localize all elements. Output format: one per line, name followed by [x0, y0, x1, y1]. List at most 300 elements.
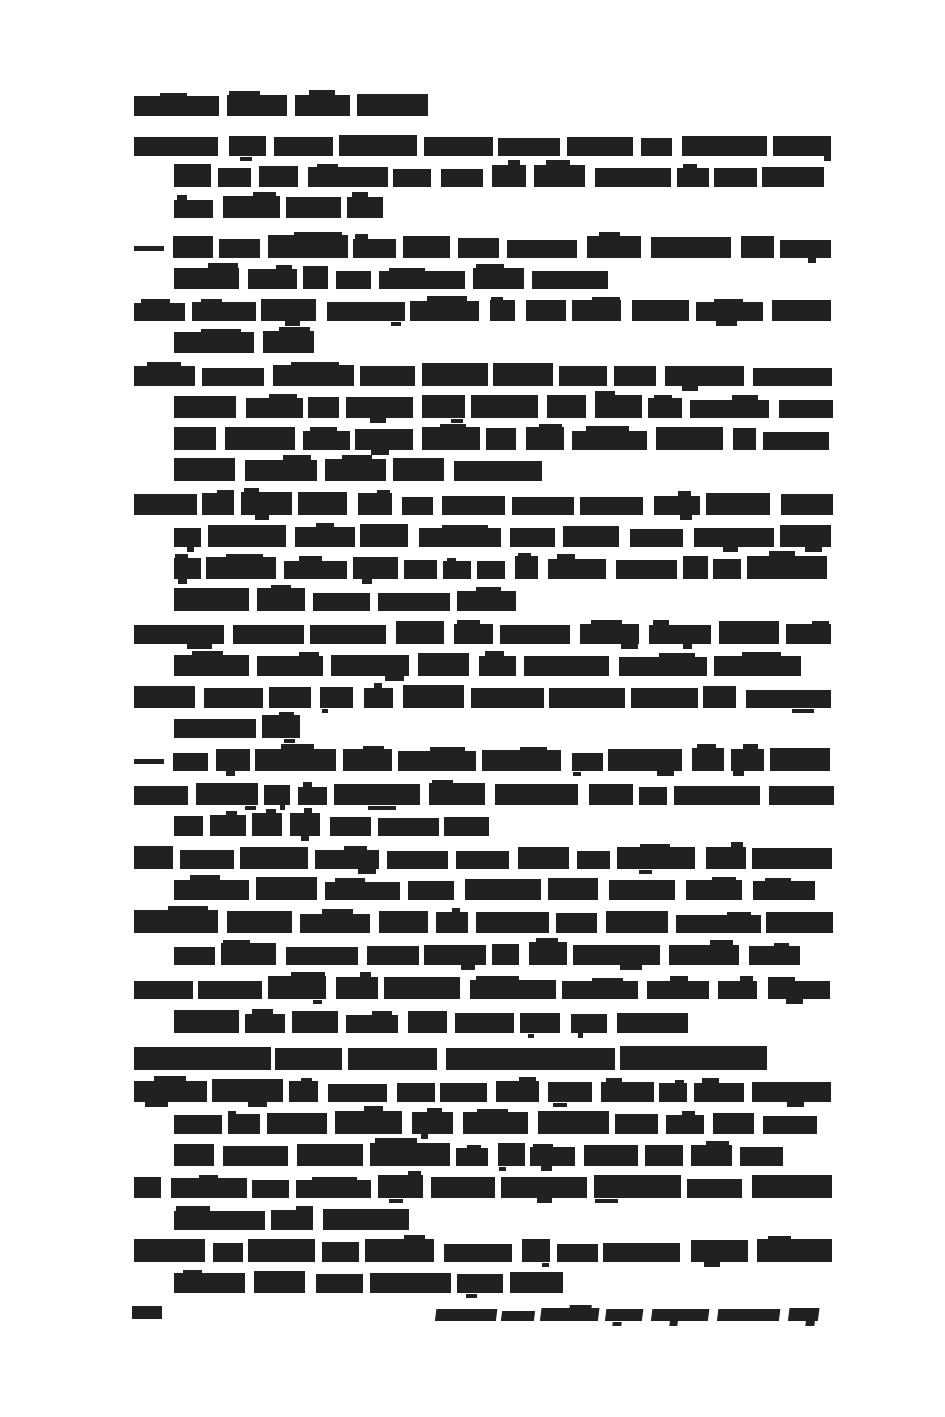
redacted-word-blob: [297, 1144, 363, 1166]
redacted-word-blob: [358, 493, 392, 515]
redacted-word-blob: [706, 493, 770, 515]
redacted-word-blob: [718, 981, 757, 999]
redacted-word-blob: [303, 431, 350, 450]
redacted-text-line: [174, 553, 828, 579]
redacted-text-line: [134, 489, 832, 515]
redacted-word-blob: [524, 656, 609, 676]
redacted-word-blob: [303, 266, 328, 289]
redacted-word-blob: [241, 492, 292, 515]
redacted-word-blob: [656, 427, 723, 450]
redacted-word-blob: [196, 783, 258, 805]
redacted-text-line: [134, 130, 832, 156]
redacted-word-blob: [752, 1082, 831, 1102]
redacted-word-blob: [617, 847, 695, 869]
redacted-word-blob: [482, 750, 561, 771]
redacted-word-blob: [275, 1048, 342, 1070]
redacted-word-blob: [440, 1083, 487, 1102]
redacted-word-blob: [418, 653, 469, 676]
redacted-word-blob: [174, 1010, 239, 1033]
redacted-word-blob: [788, 1308, 820, 1321]
redacted-word-blob: [696, 302, 763, 321]
redacted-word-blob: [213, 1243, 243, 1262]
redacted-word-blob: [492, 944, 519, 965]
redacted-word-blob: [134, 1177, 161, 1198]
redacted-word-blob: [594, 1175, 681, 1198]
redacted-word-blob: [694, 528, 774, 547]
redacted-word-blob: [204, 688, 263, 708]
redacted-word-blob: [446, 1048, 615, 1070]
redacted-word-blob: [174, 655, 249, 676]
redacted-word-blob: [403, 236, 450, 258]
redacted-word-blob: [496, 1081, 539, 1102]
redacted-text-line: [174, 192, 385, 218]
redacted-word-blob: [747, 556, 827, 579]
redacted-word-blob: [298, 492, 347, 515]
redacted-word-blob: [263, 331, 314, 353]
redacted-word-blob: [641, 138, 672, 156]
redacted-word-blob: [225, 427, 295, 450]
redacted-word-blob: [458, 238, 499, 258]
redacted-word-blob: [501, 1177, 587, 1198]
redacted-word-blob: [336, 271, 371, 289]
redacted-word-blob: [174, 947, 215, 965]
redacted-word-blob: [134, 1081, 207, 1102]
redacted-word-blob: [456, 1148, 488, 1166]
redacted-word-blob: [786, 624, 831, 644]
redacted-text-line: [134, 618, 832, 644]
redacted-word-blob: [632, 300, 689, 321]
redacted-word-blob: [408, 881, 454, 900]
redacted-text-line: [134, 90, 426, 116]
redacted-word-blob: [360, 524, 408, 547]
redacted-word-blob: [526, 427, 564, 450]
redacted-word-blob: [134, 981, 193, 999]
redacted-word-blob: [441, 169, 483, 187]
redacted-word-blob: [665, 366, 744, 386]
redacted-word-blob: [457, 1274, 503, 1293]
redacted-text-line: [174, 1108, 818, 1134]
redacted-word-blob: [255, 749, 336, 771]
redacted-word-blob: [717, 1309, 780, 1321]
redacted-word-blob: [589, 784, 633, 805]
redacted-word-blob: [271, 1210, 313, 1230]
redacted-word-blob: [768, 981, 830, 999]
redacted-word-blob: [530, 1147, 575, 1166]
redacted-text-line: [174, 521, 832, 547]
redacted-word-blob: [713, 559, 741, 579]
redacted-word-blob: [470, 980, 556, 999]
redacted-word-blob: [173, 753, 208, 771]
redacted-word-blob: [334, 784, 420, 805]
redacted-word-blob: [719, 621, 779, 644]
redacted-word-blob: [769, 786, 834, 805]
redacted-word-blob: [510, 528, 555, 547]
redacted-word-blob: [639, 787, 667, 805]
redacted-word-blob: [510, 1272, 563, 1293]
redacted-word-blob: [245, 460, 317, 481]
redacted-word-blob: [327, 302, 405, 321]
redacted-word-blob: [703, 686, 736, 708]
redacted-word-blob: [691, 1240, 748, 1262]
redacted-text-line: [174, 392, 832, 418]
redacted-word-blob: [651, 1309, 709, 1321]
redacted-word-blob: [471, 688, 544, 708]
redacted-text-line: [174, 810, 489, 836]
redacted-word-blob: [378, 818, 439, 836]
redacted-word-blob: [410, 301, 479, 321]
redacted-word-blob: [540, 1308, 600, 1321]
redacted-word-blob: [606, 911, 668, 933]
redacted-word-blob: [548, 878, 598, 900]
redacted-word-blob: [208, 525, 286, 547]
redacted-word-blob: [378, 1175, 423, 1198]
redacted-word-blob: [367, 946, 419, 965]
redacted-word-blob: [223, 196, 280, 218]
redacted-word-blob: [477, 561, 505, 579]
redacted-word-blob: [690, 400, 769, 418]
redacted-word-blob: [779, 400, 833, 418]
redacted-word-blob: [379, 271, 465, 289]
redacted-word-blob: [323, 1209, 409, 1230]
redacted-word-blob: [252, 813, 282, 836]
redacted-word-blob: [300, 914, 370, 933]
page-number-blob: [132, 1304, 162, 1319]
redacted-word-blob: [733, 428, 756, 450]
redacted-word-blob: [227, 911, 292, 933]
redacted-word-blob: [227, 95, 287, 116]
running-title-blob: [435, 1303, 819, 1321]
redacted-word-blob: [424, 945, 486, 965]
redacted-word-blob: [573, 945, 660, 965]
redacted-word-blob: [262, 715, 300, 738]
redacted-word-blob: [647, 981, 709, 999]
redacted-word-blob: [766, 912, 833, 933]
redacted-word-blob: [289, 1081, 318, 1102]
redacted-word-blob: [608, 749, 682, 771]
redacted-word-blob: [547, 395, 586, 418]
redacted-word-blob: [174, 719, 256, 738]
redacted-word-blob: [284, 561, 347, 579]
redacted-text-line: [174, 327, 314, 353]
redacted-word-blob: [316, 1274, 363, 1293]
redacted-word-blob: [486, 428, 516, 450]
redacted-word-blob: [353, 557, 398, 579]
redacted-word-blob: [515, 556, 538, 579]
redacted-word-blob: [397, 1083, 435, 1102]
redacted-text-line: [134, 360, 832, 386]
redacted-word-blob: [257, 588, 305, 611]
redacted-word-blob: [320, 687, 353, 708]
redacted-word-blob: [454, 624, 493, 644]
redacted-word-blob: [456, 851, 509, 869]
redacted-word-blob: [562, 981, 638, 999]
redacted-word-blob: [763, 432, 829, 450]
redacted-text-line: [174, 939, 799, 965]
redacted-word-blob: [264, 785, 290, 805]
redacted-word-blob: [202, 493, 234, 515]
redacted-word-blob: [512, 497, 574, 515]
redacted-word-blob: [210, 815, 246, 836]
redacted-word-blob: [295, 95, 350, 116]
redacted-word-blob: [422, 363, 488, 386]
redacted-word-blob: [346, 1015, 398, 1033]
redacted-word-blob: [674, 786, 760, 805]
redacted-word-blob: [174, 458, 235, 481]
redacted-word-blob: [645, 1145, 683, 1166]
redacted-word-blob: [331, 655, 409, 676]
redacted-word-blob: [563, 526, 619, 547]
redacted-word-blob: [295, 527, 355, 547]
redacted-word-blob: [240, 847, 308, 869]
redacted-word-blob: [659, 1083, 687, 1102]
redacted-word-blob: [346, 397, 413, 418]
redacted-word-blob: [741, 236, 774, 258]
redacted-word-blob: [268, 976, 326, 999]
redacted-word-blob: [355, 429, 413, 450]
redacted-text-line: [174, 1007, 689, 1033]
redacted-word-blob: [268, 235, 348, 258]
redacted-word-blob: [666, 1115, 704, 1134]
redacted-text-line: [134, 1172, 832, 1198]
redacted-word-blob: [202, 368, 264, 386]
redacted-word-blob: [174, 1211, 265, 1230]
redacted-word-blob: [455, 1013, 514, 1033]
redacted-word-blob: [605, 1309, 643, 1321]
redacted-word-blob: [132, 1306, 162, 1319]
redacted-small-caps-line: [134, 1044, 766, 1070]
redacted-word-blob: [171, 1178, 247, 1198]
redacted-word-blob: [631, 688, 698, 708]
redacted-word-blob: [422, 427, 480, 450]
redacted-word-blob: [259, 166, 298, 187]
redacted-word-blob: [559, 366, 607, 386]
redacted-word-blob: [248, 269, 297, 289]
redacted-word-blob: [310, 625, 386, 644]
redacted-word-blob: [538, 1111, 609, 1134]
redacted-word-blob: [134, 846, 173, 869]
redacted-word-blob: [490, 300, 515, 321]
redacted-word-blob: [713, 1113, 754, 1134]
redacted-word-blob: [549, 688, 625, 708]
redacted-word-blob: [212, 1079, 283, 1102]
redacted-word-blob: [444, 1244, 512, 1262]
redacted-word-blob: [501, 1311, 535, 1321]
redacted-word-blob: [465, 879, 541, 900]
redacted-word-blob: [218, 168, 251, 187]
redacted-word-blob: [495, 784, 578, 805]
redacted-word-blob: [572, 431, 647, 450]
redacted-word-blob: [174, 588, 249, 611]
redacted-word-blob: [298, 787, 327, 805]
redacted-word-blob: [572, 753, 603, 771]
redacted-word-blob: [463, 1112, 528, 1134]
redacted-word-blob: [379, 911, 428, 933]
redacted-word-blob: [772, 300, 831, 321]
redacted-word-blob: [419, 528, 501, 547]
redacted-word-blob: [198, 981, 262, 999]
redacted-word-blob: [572, 300, 621, 321]
redacted-word-blob: [454, 461, 542, 481]
redacted-word-blob: [492, 165, 526, 187]
redacted-word-blob: [443, 561, 471, 579]
redacted-word-blob: [669, 945, 739, 965]
redacted-word-blob: [757, 1239, 832, 1262]
redacted-word-blob: [614, 366, 656, 386]
redacted-word-blob: [286, 947, 358, 965]
redacted-word-blob: [398, 751, 476, 771]
redacted-word-blob: [286, 197, 341, 218]
redacted-text-line: [134, 843, 832, 869]
redacted-word-blob: [387, 851, 448, 869]
redacted-word-blob: [654, 496, 700, 515]
redacted-word-blob: [649, 625, 711, 644]
redacted-word-blob: [192, 302, 256, 321]
redacted-word-blob: [500, 625, 570, 644]
redacted-word-blob: [740, 1147, 783, 1166]
redacted-text-line: [174, 712, 300, 738]
redacted-word-blob: [529, 942, 567, 965]
redacted-word-blob: [493, 363, 553, 386]
redacted-word-blob: [617, 1013, 688, 1033]
redacted-word-blob: [325, 882, 400, 900]
redacted-word-blob: [780, 525, 831, 547]
redacted-word-blob: [134, 1239, 205, 1262]
redacted-word-blob: [134, 686, 195, 708]
redacted-word-blob: [325, 459, 386, 481]
redacted-word-blob: [134, 303, 185, 321]
redacted-word-blob: [473, 268, 524, 289]
redacted-word-blob: [615, 1114, 658, 1134]
redacted-word-blob: [221, 943, 276, 965]
redacted-word-blob: [228, 1114, 260, 1134]
redacted-word-blob: [763, 1116, 817, 1134]
redacted-word-blob: [444, 817, 489, 836]
redacted-word-blob: [174, 200, 213, 218]
redacted-word-blob: [290, 813, 320, 836]
redacted-text-line: [174, 455, 540, 481]
redacted-word-blob: [343, 749, 392, 771]
redacted-word-blob: [174, 268, 239, 289]
redacted-word-blob: [471, 395, 538, 418]
redacted-word-blob: [567, 137, 633, 156]
redacted-word-blob: [595, 168, 671, 187]
redacted-text-line: [174, 1140, 784, 1166]
redacted-word-blob: [267, 1113, 327, 1134]
redacted-word-blob: [412, 1112, 453, 1134]
redacted-text-line: [134, 907, 832, 933]
redacted-word-blob: [677, 168, 709, 187]
redacted-word-blob: [753, 368, 832, 386]
redacted-word-blob: [676, 915, 761, 933]
redacted-word-blob: [245, 1014, 285, 1033]
redacted-word-blob: [353, 239, 396, 258]
redacted-word-blob: [557, 1244, 598, 1262]
redacted-word-blob: [365, 1239, 434, 1262]
redacted-word-blob: [762, 167, 824, 187]
redacted-text-line: [174, 650, 800, 676]
redacted-word-blob: [620, 1046, 767, 1070]
redacted-word-blob: [577, 851, 610, 869]
redacted-text-line: [134, 232, 832, 258]
redacted-word-blob: [274, 137, 333, 156]
redacted-word-blob: [580, 497, 643, 515]
redacted-word-blob: [330, 817, 371, 836]
redacted-word-blob: [498, 138, 560, 156]
redacted-word-blob: [522, 1239, 550, 1262]
redacted-word-blob: [404, 560, 437, 579]
redacted-word-blob: [174, 528, 201, 547]
redacted-text-line: [134, 1236, 832, 1262]
redacted-word-blob: [749, 946, 800, 965]
redacted-word-blob: [322, 1242, 359, 1262]
redacted-text-line: [174, 161, 826, 187]
redacted-word-blob: [370, 1143, 450, 1166]
redacted-word-blob: [580, 624, 639, 644]
redacted-word-blob: [335, 1111, 402, 1134]
redacted-word-blob: [692, 748, 724, 771]
redacted-word-blob: [752, 1175, 832, 1198]
redacted-word-blob: [252, 1180, 289, 1198]
redacted-word-blob: [134, 494, 197, 515]
redacted-word-blob: [714, 656, 801, 676]
redacted-text-line: [174, 874, 814, 900]
redacted-word-blob: [246, 398, 303, 418]
redacted-text-line: [134, 1076, 832, 1102]
redacted-text-line: [174, 1267, 564, 1293]
redacted-word-blob: [424, 137, 493, 156]
redacted-word-blob: [431, 1177, 495, 1198]
redacted-word-blob: [402, 497, 433, 515]
redacted-word-blob: [651, 237, 731, 258]
redacted-text-line: [174, 1204, 409, 1230]
redacted-word-blob: [347, 197, 383, 218]
redacted-word-blob: [393, 458, 444, 481]
redacted-word-blob: [630, 529, 683, 547]
redacted-word-blob: [429, 783, 485, 805]
redacted-word-blob: [770, 748, 830, 771]
redacted-word-blob: [174, 427, 216, 450]
redacted-word-blob: [257, 656, 323, 676]
redacted-text-line: [174, 263, 607, 289]
redacted-text-line: [134, 973, 832, 999]
redacted-word-blob: [296, 1180, 371, 1198]
redacted-word-blob: [134, 910, 218, 933]
redacted-word-blob: [174, 164, 211, 187]
redacted-word-blob: [773, 136, 831, 156]
redacted-word-blob: [422, 395, 465, 418]
redacted-word-blob: [476, 912, 549, 933]
redacted-word-blob: [378, 593, 450, 611]
redacted-word-blob: [403, 685, 464, 708]
redacted-word-blob: [256, 877, 317, 900]
redacted-word-blob: [174, 396, 236, 418]
redacted-word-blob: [534, 165, 585, 187]
redacted-word-blob: [273, 365, 354, 386]
em-dash-mark: [134, 759, 164, 764]
redacted-word-blob: [548, 559, 606, 579]
redacted-word-blob: [686, 880, 742, 900]
redacted-word-blob: [682, 136, 767, 156]
redacted-word-blob: [706, 847, 746, 869]
redacted-word-blob: [648, 398, 682, 418]
redacted-word-blob: [134, 786, 188, 805]
redacted-word-blob: [518, 847, 569, 869]
redacted-word-blob: [216, 749, 250, 771]
redacted-word-blob: [254, 1271, 305, 1293]
redacted-word-blob: [691, 1145, 732, 1166]
redacted-word-blob: [174, 558, 201, 579]
redacted-word-blob: [714, 168, 757, 187]
